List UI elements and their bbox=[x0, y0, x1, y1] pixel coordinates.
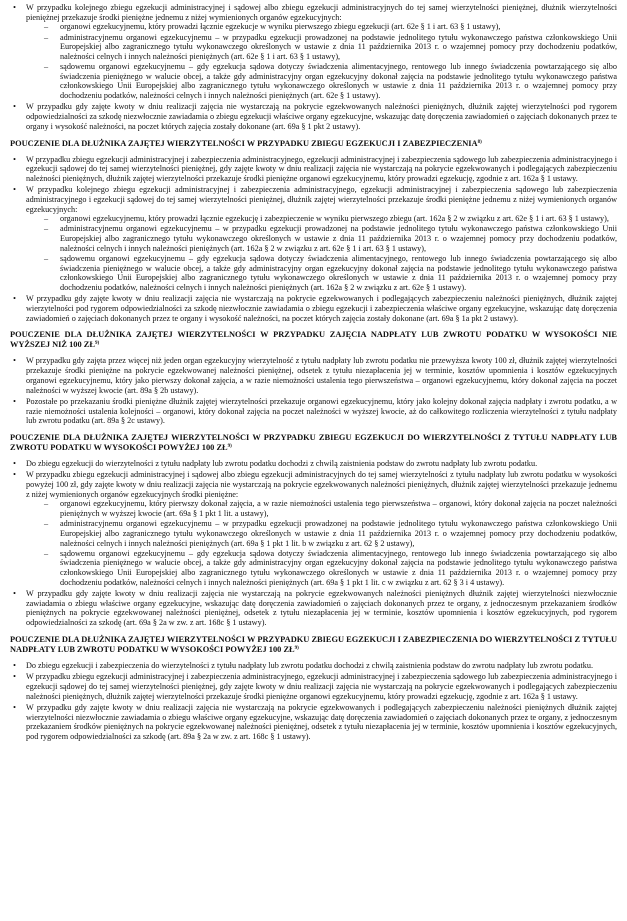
list-item: • Do zbiegu egzekucji do wierzytelności z tytułu nadpłaty lub zwrotu podatku dochodzi z chwilą zaistnienia podstaw do zwrotu nadpłaty lub zwrotu podatku. bbox=[10, 459, 617, 469]
section-heading: POUCZENIE DLA DŁUŻNIKA ZAJĘTEJ WIERZYTELNOŚCI W PRZYPADKU ZAJĘCIA NADPŁATY LUB ZWROTU PODATKU W WYSOKOŚCI NIE WYŻSZEJ NIŻ 100 ZŁ$^{9)}$ bbox=[10, 330, 617, 350]
sub-list-item: – organowi egzekucyjnemu, który prowadzi łącznie egzekucję i zabezpieczenie w wyniku pierwszego zbiegu (art. 162a § 2 w związku z art. 62e § 1 i art. 63 § 1 ustawy), bbox=[26, 214, 617, 224]
sub-list-item: – administracyjnemu organowi egzekucyjnemu – w przypadku egzekucji prowadzonej na podstawie jednolitego tytułu wykonawczego państwa członkowskiego Unii Europejskiej albo zagranicznego tytułu wykonawczego określonych w ustawie z dnia 11 października 2013 r. o wzajemnej pomocy przy dochodzeniu podatków, należności celnych i innych należności pieniężnych (art. 62e § 1 i art. 63 § 1 ustawy), bbox=[26, 33, 617, 62]
sub-list-item: – administracyjnemu organowi egzekucyjnemu – w przypadku egzekucji prowadzonej na podstawie jednolitego tytułu wykonawczego państwa członkowskiego Unii Europejskiej albo zagranicznego tytułu wykonawczego określonych w ustawie z dnia 11 października 2013 r. o wzajemnej pomocy przy dochodzeniu podatków, należności celnych i innych należności pieniężnych (art. 69a § 1 pkt 1 lit. b w związku z art. 62 § 2 ustawy), bbox=[26, 519, 617, 548]
sub-list-item: – sądowemu organowi egzekucyjnemu – gdy egzekucja sądowa dotyczy świadczenia alimentacyjnego, rentowego lub innego świadczenia powtarzającego się albo świadczenia pieniężnego w walucie obcej, a także gdy administracyjny organ egzekucyjny dokonał zajęcia na podstawie jednolitego tytułu wykonawczego państwa członkowskiego Unii Europejskiej albo zagranicznego tytułu wykonawczego określonych w ustawie z dnia 11 października 2013 r. o wzajemnej pomocy przy dochodzeniu podatków, należności celnych i innych należności pieniężnych (art. 69a § 1 pkt 1 lit. c w związku z art. 62 § 3 i 4 ustawy). bbox=[26, 549, 617, 588]
list-item: • W przypadku gdy zajęte kwoty w dniu realizacji zajęcia nie wystarczają na pokrycie egzekwowanych i podlegających zabezpieczeniu należności pieniężnych, dłużnik zajętej wierzytelności pod rygorem odpowiedzialności za szkodę niezwłocznie zawiadamia o zbiegu egzekucji i zabezpieczenia właściwe organy egzekucyjne, wskazując datę doręczenia zawiadomień o zajęciach dokonanych przez te organy i wysokość należności, na poczet których zajęcia zostały dokonane (art. 69a § 1a pkt 2 ustawy). bbox=[10, 294, 617, 323]
paragraph-text: W przypadku kolejnego zbiegu egzekucji administracyjnej i zabezpieczenia administracyjnego, egzekucji administracyjnej i zabezpieczenia sądowego lub zabezpieczenia administracyjnego i egzekucji sądowej do tej samej wierzytelności pieniężnej, dłużnik zajętej wierzytelności przekazuje środki pieniężne jednemu z niżej wymienionych organów egzekucyjnych: bbox=[26, 185, 617, 214]
list-item: • Do zbiegu egzekucji i zabezpieczenia do wierzytelności z tytułu nadpłaty lub zwrotu podatku dochodzi z chwilą zaistnienia podstaw do zwrotu nadpłaty lub zwrotu podatku. bbox=[10, 661, 617, 671]
footnote-marker: 8) bbox=[477, 139, 482, 145]
section-list bbox=[10, 155, 617, 324]
list-item: • W przypadku gdy zajęte kwoty w dniu realizacji zajęcia nie wystarczają na pokrycie egzekwowanych i podlegających zabezpieczeniu należności pieniężnych dłużnik zajętej wierzytelności niezwłocznie zawiadamia o zbiegu właściwe organy egzekucyjne, wskazując datę doręczenia zawiadomień o zajęciach dokonanych przez te organy, z jednoczesnym przekazaniem środków pieniężnych na pokrycie egzekwowanej należności pieniężnej, odsetek z tytułu niezapłacenia jej w terminie, kosztów upomnienia i kosztów egzekucyjnych, pod rygorem odpowiedzialności za szkodę (art. 89a § 2a w zw. z art. 168c § 1 ustawy). bbox=[10, 703, 617, 742]
section-heading: POUCZENIE DLA DŁUŻNIKA ZAJĘTEJ WIERZYTELNOŚCI W PRZYPADKU ZBIEGU EGZEKUCJI I ZABEZPIECZENIA DO WIERZYTELNOŚCI Z TYTUŁU NADPŁATY LUB ZWROTU PODATKU W WYSOKOŚCI POWYŻEJ 100 ZŁ$^{9)}$ bbox=[10, 634, 617, 654]
paragraph-text: W przypadku kolejnego zbiegu egzekucji administracyjnej i sądowej albo zbiegu egzekucji administracyjnych do tej samej wierzytelności pieniężnej, dłużnik wierzytelności pieniężnej przekazuje środki pieniężne jednemu z niżej wymienionych organów egzekucyjnych: bbox=[26, 3, 617, 22]
list-item: • W przypadku gdy zajęte kwoty w dniu realizacji zajęcia nie wystarczają na pokrycie egzekwowanych należności pieniężnych, dłużnik zajętej wierzytelności pod rygorem odpowiedzialności za szkodę niezwłocznie zawiadamia o zbiegu egzekucji właściwe organy egzekucyjne, wskazując datę doręczenia zawiadomień o zajęciach dokonanych przez te organy i wysokość należności, na poczet których zajęcia zostały dokonane (art. 69a § 1 pkt 2 ustawy). bbox=[10, 102, 617, 131]
intro-list bbox=[10, 3, 617, 132]
sub-list bbox=[26, 499, 617, 587]
list-item bbox=[10, 470, 617, 587]
section-list bbox=[10, 356, 617, 426]
sub-list bbox=[26, 214, 617, 292]
list-item: • Pozostałe po przekazaniu środki pieniężne dłużnik zajętej wierzytelności przekazuje organowi egzekucyjnemu, który jako kolejny dokonał zajęcia nadpłaty i zwrotu podatku, a w razie niemożności ustalenia kolejności – organowi, który dokonał zajęcia na poczet należności w wyższej kwocie, aż do całkowitego rozliczenia wierzytelności z tytułu nadpłaty lub zwrotu podatku (art. 89a § 2c ustawy). bbox=[10, 397, 617, 426]
footnote-marker: 9) bbox=[227, 443, 232, 449]
section-list bbox=[10, 459, 617, 628]
list-item bbox=[10, 185, 617, 293]
list-item: • W przypadku gdy zajęte kwoty w dniu realizacji zajęcia nie wystarczają na pokrycie egzekwowanych należności pieniężnych dłużnik zajętej wierzytelności niezwłocznie zawiadamia o zbiegu właściwe organy egzekucyjne, wskazując datę doręczenia zawiadomień o zajęciach dokonanych przez te organy, z jednoczesnym przekazaniem środków pieniężnych na pokrycie egzekwowanej należności pieniężnej, odsetek z tytułu niezapłacenia jej w terminie, kosztów upomnienia i kosztów egzekucyjnych, pod rygorem odpowiedzialności za szkodę (art. 69a § 2a w zw. z art. 168c § 1 ustawy). bbox=[10, 589, 617, 628]
paragraph-text: W przypadku zbiegu egzekucji administracyjnej i sądowej albo zbiegu egzekucji administracyjnych do tej samej wierzytelności z tytułu nadpłaty lub zwrotu podatku w wysokości powyżej 100 zł, gdy zajęte kwoty w dniu realizacji zajęcia nie wystarczają na pokrycie egzekwowanych należności pieniężnych, dłużnik zajętej wierzytelności przekazuje jednemu z niżej wymienionych organów egzekucyjnych środki pieniężne: bbox=[26, 470, 617, 499]
footnote-marker: 9) bbox=[94, 341, 100, 347]
section-list bbox=[10, 661, 617, 742]
list-item: • W przypadku zbiegu egzekucji administracyjnej i zabezpieczenia administracyjnego, egzekucji administracyjnej i zabezpieczenia sądowego lub zabezpieczenia administracyjnego i egzekucji sądowej do tej samej wierzytelności pieniężnej, gdy zajęte kwoty w dniu realizacji zajęcia nie wystarczają na pokrycie egzekwowanych i podlegających zabezpieczeniu należności pieniężnych, dłużnik zajętej wierzytelności przekazuje środki pieniężne organowi egzekucyjnemu, który prowadzi egzekucję, zgodnie z art. 162a § 1 ustawy. bbox=[10, 155, 617, 184]
sub-list-item: – organowi egzekucyjnemu, który pierwszy dokonał zajęcia, a w razie niemożności ustalenia tego pierwszeństwa – organowi, który dokonał zajęcia na poczet należności pieniężnych w wyższej kwocie (art. 69a § 1 pkt 1 lit. a ustawy), bbox=[26, 499, 617, 518]
list-item: • W przypadku gdy zajęta przez więcej niż jeden organ egzekucyjny wierzytelność z tytułu nadpłaty lub zwrotu podatku nie przewyższa kwoty 100 zł, dłużnik zajętej wierzytelności przekazuje środki pieniężne na pokrycie egzekwowanej należności pieniężnej, odsetek z tytułu niezapłacenia jej w terminie, kosztów upomnienia i kosztów egzekucyjnych organowi egzekucyjnemu, który jako pierwszy dokonał zajęcia, a w razie niemożności ustalenia tego pierwszeństwa – organowi egzekucyjnemu, który dokonał zajęcia na poczet należności w wyższej kwocie (art. 89a § 2b ustawy). bbox=[10, 356, 617, 395]
list-item bbox=[10, 3, 617, 101]
sub-list-item: – sądowemu organowi egzekucyjnemu – gdy egzekucja sądowa dotyczy świadczenia alimentacyjnego, rentowego lub innego świadczenia powtarzającego się albo świadczenia pieniężnego w walucie obcej, a także gdy administracyjny organ egzekucyjny dokonał zajęcia na podstawie jednolitego tytułu wykonawczego państwa członkowskiego Unii Europejskiej albo zagranicznego tytułu wykonawczego określonych w ustawie z dnia 11 października 2013 r. o wzajemnej pomocy przy dochodzeniu podatków, należności celnych i innych należności pieniężnych (art. 62e § 1 ustawy). bbox=[26, 62, 617, 101]
section-heading: POUCZENIE DLA DŁUŻNIKA ZAJĘTEJ WIERZYTELNOŚCI W PRZYPADKU ZBIEGU EGZEKUCJI I ZABEZPIECZENIA$^{8)}$ bbox=[10, 138, 482, 148]
sub-list-item: – administracyjnemu organowi egzekucyjnemu – w przypadku egzekucji prowadzonej na podstawie jednolitego tytułu wykonawczego państwa członkowskiego Unii Europejskiej albo zagranicznego tytułu wykonawczego określonych w ustawie z dnia 11 października 2013 r. o wzajemnej pomocy przy dochodzeniu podatków, należności celnych i innych należności pieniężnych (art. 162a § 2 w związku z art. 62e § 1 i art. 63 § 1 ustawy), bbox=[26, 224, 617, 253]
list-item: • W przypadku zbiegu egzekucji administracyjnej i zabezpieczenia administracyjnego, egzekucji administracyjnej i zabezpieczenia sądowego lub zabezpieczenia administracyjnego i egzekucji sądowej do tej samej wierzytelności pieniężnej, gdy zajęte kwoty w dniu realizacji zajęcia nie wystarczają na pokrycie egzekwowanych i podlegających zabezpieczeniu należności pieniężnych, dłużnik zajętej wierzytelności przekazuje środki pieniężne organowi egzekucyjnemu, który prowadzi egzekucję, zgodnie z art. 162a § 1 ustawy. bbox=[10, 672, 617, 701]
sub-list bbox=[26, 22, 617, 100]
sub-list-item: – sądowemu organowi egzekucyjnemu – gdy egzekucja sądowa dotyczy świadczenia alimentacyjnego, rentowego lub innego świadczenia powtarzającego się albo świadczenia pieniężnego w walucie obcej, a także gdy administracyjny organ egzekucyjny dokonał zajęcia na podstawie jednolitego tytułu wykonawczego państwa członkowskiego Unii Europejskiej albo zagranicznego tytułu wykonawczego określonych w ustawie z dnia 11 października 2013 r. o wzajemnej pomocy przy dochodzeniu podatków, należności celnych i innych należności pieniężnych (art. 162a § 2 w związku z art. 62e § 1 ustawy). bbox=[26, 254, 617, 293]
section-heading: POUCZENIE DLA DŁUŻNIKA ZAJĘTEJ WIERZYTELNOŚCI W PRZYPADKU ZBIEGU EGZEKUCJI DO WIERZYTELNOŚCI Z TYTUŁU NADPŁATY LUB ZWROTU PODATKU W WYSOKOŚCI POWYŻEJ 100 ZŁ$^{9)}$ bbox=[10, 432, 617, 452]
footnote-marker: 9) bbox=[294, 645, 299, 651]
sub-list-item: – organowi egzekucyjnemu, który prowadzi łącznie egzekucje w wyniku pierwszego zbiegu egzekucji (art. 62e § 1 i art. 63 § 1 ustawy), bbox=[26, 22, 617, 32]
